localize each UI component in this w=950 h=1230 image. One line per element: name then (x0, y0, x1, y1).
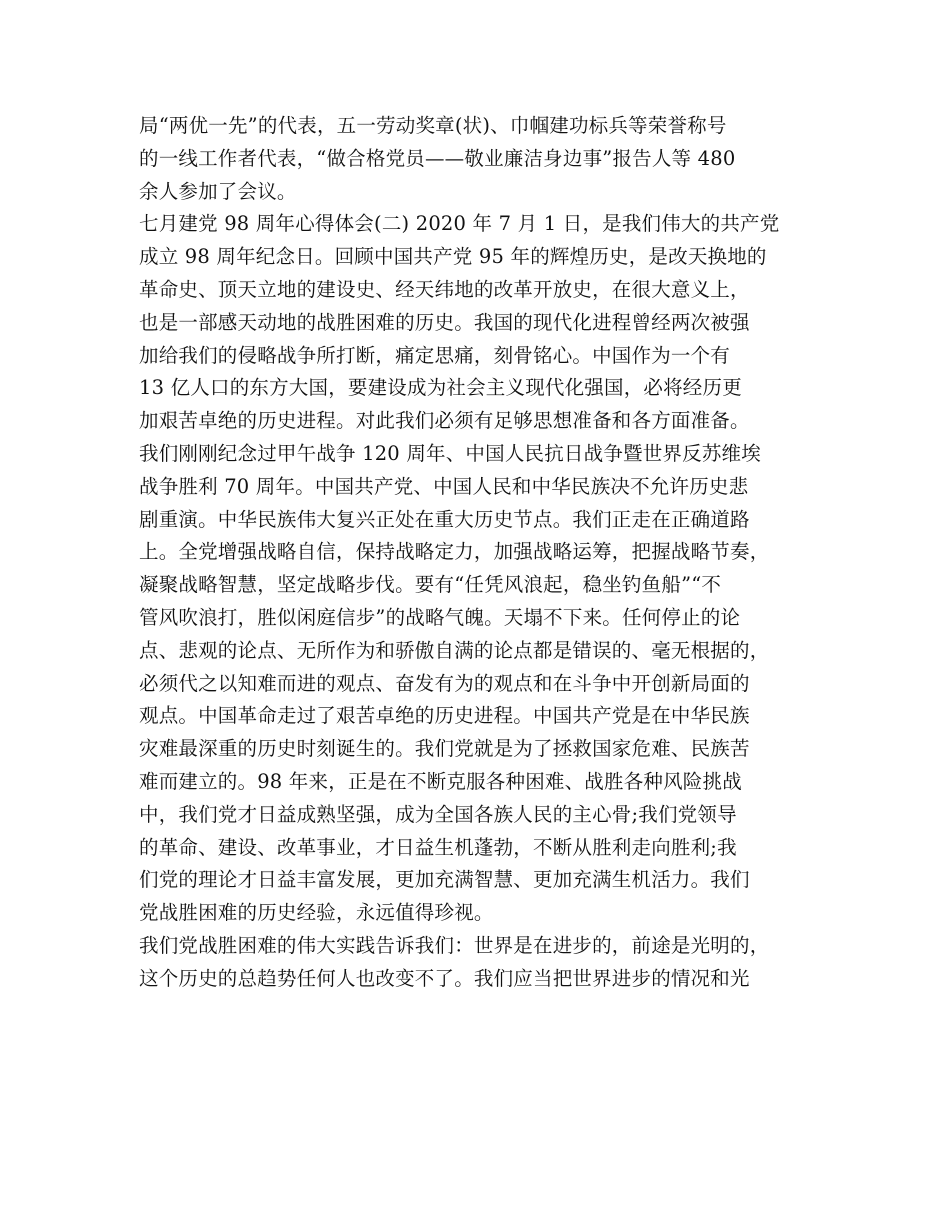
text-line: 观点。中国革命走过了艰苦卓绝的历史进程。中国共产党是在中华民族 (139, 704, 750, 728)
text-line: 这个历史的总趋势任何人也改变不了。我们应当把世界进步的情况和光 (139, 966, 750, 990)
text-line: 中，我们党才日益成熟坚强，成为全国各族人民的主心骨;我们党领导 (139, 802, 737, 826)
text-line: 管风吹浪打，胜似闲庭信步”的战略气魄。天塌不下来。任何停止的论 (139, 605, 741, 629)
text-line: 加艰苦卓绝的历史进程。对此我们必须有足够思想准备和各方面准备。 (139, 409, 750, 433)
text-line: 战争胜利 70 周年。中国共产党、中国人民和中华民族决不允许历史悲 (139, 474, 749, 498)
text-line: 13 亿人口的东方大国，要建设成为社会主义现代化强国，必将经历更 (139, 376, 742, 400)
text-line: 革命史、顶天立地的建设史、经天纬地的改革开放史，在很大意义上， (139, 277, 750, 301)
text-line: 凝聚战略智慧，坚定战略步伐。要有“任凭风浪起，稳坐钓鱼船”“不 (139, 573, 722, 597)
text-line: 我们党战胜困难的伟大实践告诉我们：世界是在进步的，前途是光明的， (139, 933, 770, 957)
text-line: 加给我们的侵略战争所打断，痛定思痛，刻骨铭心。中国作为一个有 (139, 343, 731, 367)
text-line: 成立 98 周年纪念日。回顾中国共产党 95 年的辉煌历史，是改天换地的 (139, 245, 767, 269)
text-line: 灾难最深重的历史时刻诞生的。我们党就是为了拯救国家危难、民族苦 (139, 737, 750, 761)
text-line: 也是一部感天动地的战胜困难的历史。我国的现代化进程曾经两次被强 (139, 310, 750, 334)
text-line: 七月建党 98 周年心得体会(二) 2020 年 7 月 1 日，是我们伟大的共产党 (139, 212, 780, 236)
text-line: 局“两优一先”的代表，五一劳动奖章(状)、巾帼建功标兵等荣誉称号 (139, 114, 727, 137)
text-line: 上。全党增强战略自信，保持战略定力，加强战略运筹，把握战略节奏， (139, 540, 770, 564)
text-line: 的革命、建设、改革事业，才日益生机蓬勃，不断从胜利走向胜利;我 (139, 835, 737, 859)
text-line: 点、悲观的论点、无所作为和骄傲自满的论点都是错误的、毫无根据的， (139, 638, 770, 662)
text-line: 必须代之以知难而进的观点、奋发有为的观点和在斗争中开创新局面的 (139, 671, 750, 695)
text-line: 余人参加了会议。 (139, 179, 297, 203)
text-line: 的一线工作者代表，“做合格党员——敬业廉洁身边事”报告人等 480 (139, 146, 736, 170)
text-line: 们党的理论才日益丰富发展，更加充满智慧、更加充满生机活力。我们 (139, 868, 750, 892)
text-line: 剧重演。中华民族伟大复兴正处在重大历史节点。我们正走在正确道路 (139, 507, 750, 531)
body-text (139, 110, 829, 996)
text-line: 党战胜困难的历史经验，永远值得珍视。 (139, 901, 494, 925)
text-line: 我们刚刚纪念过甲午战争 120 周年、中国人民抗日战争暨世界反苏维埃 (139, 441, 761, 465)
text-line: 难而建立的。98 年来，正是在不断克服各种困难、战胜各种风险挑战 (139, 769, 742, 793)
